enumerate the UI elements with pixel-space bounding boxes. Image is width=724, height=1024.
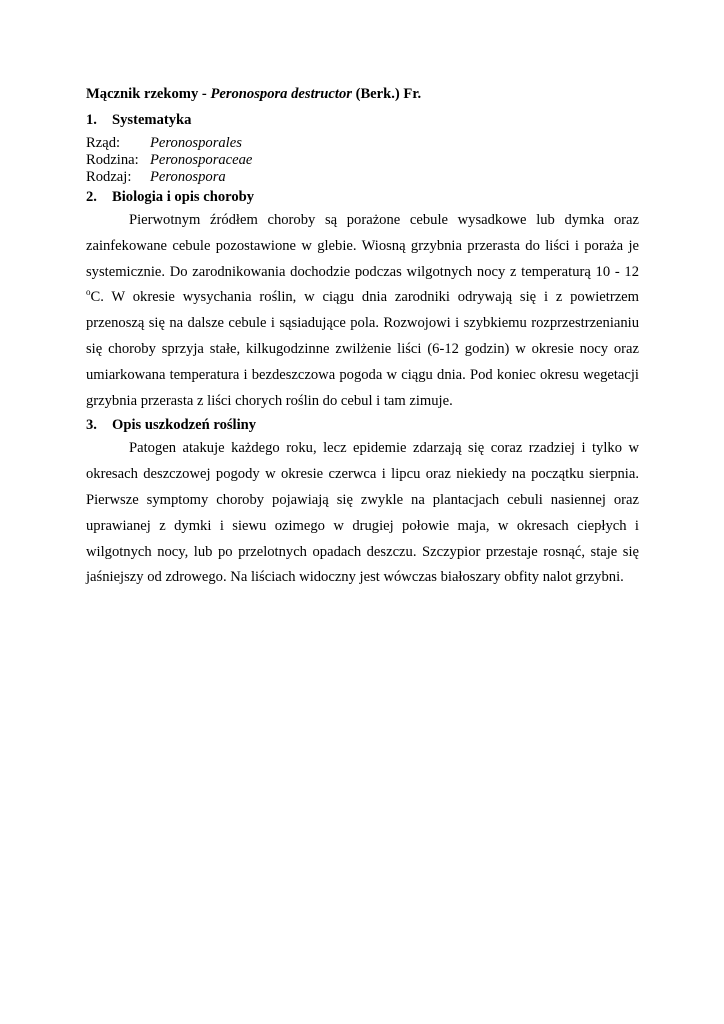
taxonomy-value: Peronosporales — [150, 135, 242, 151]
section-title: Biologia i opis choroby — [112, 189, 255, 205]
taxonomy-label: Rodzina: — [86, 152, 139, 168]
section-number: 2. — [86, 189, 97, 205]
taxonomy-row-order — [86, 135, 639, 152]
section-number: 3. — [86, 417, 97, 434]
title-latin-name: Peronospora destructor — [210, 86, 352, 102]
damage-paragraph: Patogen atakuje każdego roku, lecz epidemie zdarzają się coraz rzadziej i tylko w okresach deszczowej pogody w okresie czerwca i lipcu oraz niekiedy na początku sierpnia. Pierwsze symptomy choroby pojawiają się zwykle na plantacjach cebuli nasiennej oraz uprawianej z dymki i siewu ozimego w drugiej połowie maja, w okresach ciepłych i wilgotnych nocy, lub po przelotnych opadach deszczu. Szczypior przestaje rosnąć, staje się jaśniejszy od zdrowego. Na liściach widoczny jest wówczas białoszary obfity nalot grzybni. — [86, 440, 639, 586]
section-title: Systematyka — [112, 112, 192, 128]
document-page — [86, 80, 639, 591]
title-polish-name: Mącznik rzekomy — [86, 86, 199, 102]
taxonomy-label: Rodzaj: — [86, 169, 132, 185]
section-number: 1. — [86, 112, 97, 128]
taxonomy-label: Rząd: — [86, 135, 121, 151]
section-systematics-heading — [86, 110, 639, 130]
title-separator: - — [198, 86, 211, 102]
title-author: (Berk.) Fr. — [351, 86, 422, 102]
taxonomy-row-genus — [86, 169, 639, 186]
degree-superscript: o — [86, 287, 91, 298]
section-biology-heading — [86, 187, 639, 207]
taxonomy-list — [86, 135, 639, 186]
biology-text-part2: C. W okresie wysychania roślin, w ciągu dnia zarodniki odrywają się i z powietrzem przenoszą się na dalsze cebule i sąsiadujące pola. Rozwojowi i szybkiemu rozprzestrzenianiu się choroby sprzyja stałe, kilkugodzinne zwilżenie liści (6-12 godzin) w okresie nocy oraz umiarkowana temperatura i bezdeszczowa pogoda w ciągu dnia. Pod koniec okresu wegetacji grzybnia przerasta z liści chorych roślin do cebul i tam zimuje. — [86, 289, 639, 409]
biology-text-part1: Pierwotnym źródłem choroby są porażone cebule wysadkowe lub dymka oraz zainfekowane cebule pozostawione w glebie. Wiosną grzybnia przerasta do liści i poraża je systemicznie. Do zarodnikowania dochodzie podczas wilgotnych nocy z temperaturą 10 - 12 — [86, 212, 639, 280]
biology-paragraph — [86, 208, 639, 414]
section-damage-heading — [86, 415, 639, 435]
taxonomy-value: Peronospora — [150, 169, 226, 185]
section-title: Opis uszkodzeń rośliny — [112, 417, 257, 434]
taxonomy-row-family — [86, 152, 639, 169]
document-title — [86, 84, 639, 104]
taxonomy-value: Peronosporaceae — [150, 152, 253, 168]
